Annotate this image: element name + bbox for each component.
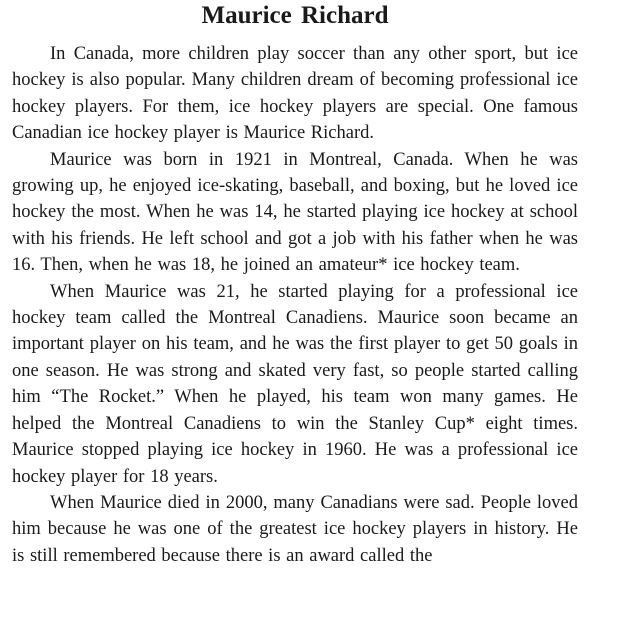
paragraph-1: In Canada, more children play soccer than any other sport, but ice hockey is also popular. Many children dream of becoming professional ice hockey players. For them, ice hockey players are special. One famous Canadian ice hockey player is Maurice Richard. <box>12 44 578 144</box>
article-body <box>12 41 578 569</box>
paragraph-3: When Maurice was 21, he started playing for a professional ice hockey team called the Montreal Canadiens. Maurice soon became an important player on his team, and he was the first player to get 50 goals in one season. He was strong and skated very fast, so people started calling him “The Rocket.” When he played, his team won many games. He helped the Montreal Canadiens to win the Stanley Cup* eight times. Maurice stopped playing ice hockey in 1960. He was a professional ice hockey player for 18 years. <box>12 281 578 487</box>
paragraph-4: When Maurice died in 2000, many Canadians were sad. People loved him because he was one of the greatest ice hockey players in history. He is still remembered because there is an award called the <box>12 492 578 566</box>
paragraph-2: Maurice was born in 1921 in Montreal, Canada. When he was growing up, he enjoyed ice-skating, baseball, and boxing, but he loved ice hockey the most. When he was 14, he started playing ice hockey at school with his friends. He left school and got a job with his father when he was 16. Then, when he was 18, he joined an amateur* ice hockey team. <box>12 149 578 276</box>
article-title: Maurice Richard <box>201 2 389 29</box>
